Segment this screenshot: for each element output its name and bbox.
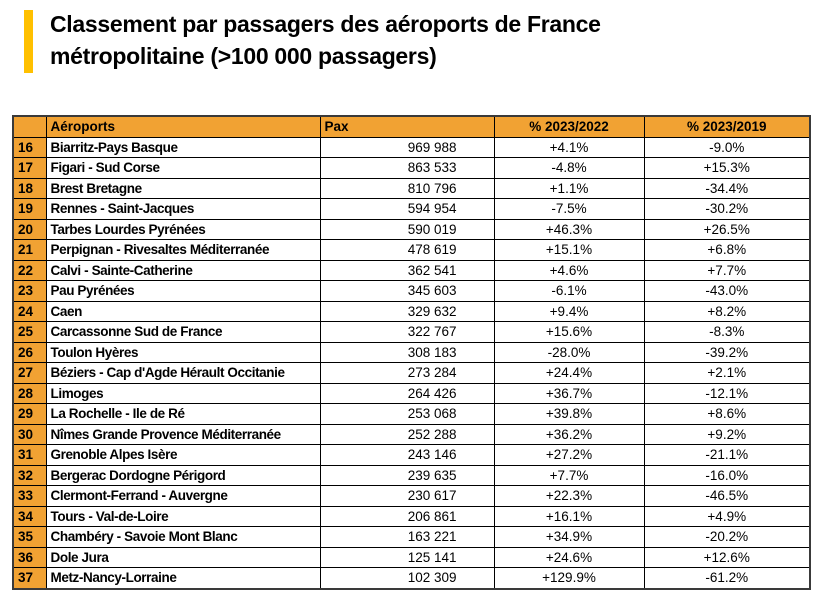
pct-2023-2019-cell: +4.9%: [644, 506, 810, 527]
pax-value-cell: 810 796: [320, 178, 494, 199]
pax-value-cell: 594 954: [320, 199, 494, 220]
rank-cell: 18: [13, 178, 46, 199]
rank-cell: 34: [13, 506, 46, 527]
table-row: [13, 424, 810, 445]
pax-value-cell: 230 617: [320, 486, 494, 507]
rank-cell: 37: [13, 568, 46, 589]
pct-2023-2022-cell: +4.1%: [494, 137, 644, 158]
page-title-line1: Classement par passagers des aéroports de France: [50, 11, 601, 37]
pct-2023-2019-cell: -39.2%: [644, 342, 810, 363]
pct-2023-2019-cell: -20.2%: [644, 527, 810, 548]
airport-name-cell: Caen: [46, 301, 320, 322]
airport-name-cell: Clermont-Ferrand - Auvergne: [46, 486, 320, 507]
rank-cell: 33: [13, 486, 46, 507]
airport-name-cell: Calvi - Sainte-Catherine: [46, 260, 320, 281]
pct-2023-2022-cell: +129.9%: [494, 568, 644, 589]
pax-value-cell: 102 309: [320, 568, 494, 589]
pct-2023-2019-cell: -43.0%: [644, 281, 810, 302]
pax-value-cell: 264 426: [320, 383, 494, 404]
pax-value-cell: 253 068: [320, 404, 494, 425]
pct-2023-2019-cell: +6.8%: [644, 240, 810, 261]
pct-2023-2019-cell: -9.0%: [644, 137, 810, 158]
pct-2023-2022-cell: +27.2%: [494, 445, 644, 466]
pct-2023-2022-cell: +1.1%: [494, 178, 644, 199]
airport-name-cell: Bergerac Dordogne Périgord: [46, 465, 320, 486]
pax-value-cell: 163 221: [320, 527, 494, 548]
rank-cell: 23: [13, 281, 46, 302]
pct-2023-2019-cell: +8.2%: [644, 301, 810, 322]
table-row: [13, 322, 810, 343]
pct-2023-2019-cell: +9.2%: [644, 424, 810, 445]
pct-2023-2022-cell: -7.5%: [494, 199, 644, 220]
airport-name-cell: Limoges: [46, 383, 320, 404]
rank-cell: 30: [13, 424, 46, 445]
pct-2023-2019-cell: -46.5%: [644, 486, 810, 507]
airport-name-cell: Dole Jura: [46, 547, 320, 568]
pct-2023-2022-cell: -6.1%: [494, 281, 644, 302]
pax-value-cell: 273 284: [320, 363, 494, 384]
rank-cell: 19: [13, 199, 46, 220]
airport-name-cell: Brest Bretagne: [46, 178, 320, 199]
table-row: [13, 281, 810, 302]
pct-2023-2022-cell: +7.7%: [494, 465, 644, 486]
pct-2023-2019-column-header: % 2023/2019: [644, 116, 810, 137]
table-row: [13, 506, 810, 527]
rank-cell: 22: [13, 260, 46, 281]
pct-2023-2019-cell: +15.3%: [644, 158, 810, 179]
pct-2023-2019-cell: +2.1%: [644, 363, 810, 384]
pct-2023-2022-cell: +16.1%: [494, 506, 644, 527]
airports-ranking-table: [12, 115, 811, 590]
pct-2023-2022-cell: +24.6%: [494, 547, 644, 568]
table-row: [13, 301, 810, 322]
pax-value-cell: 322 767: [320, 322, 494, 343]
pct-2023-2022-cell: +4.6%: [494, 260, 644, 281]
table-row: [13, 240, 810, 261]
airport-name-cell: Biarritz-Pays Basque: [46, 137, 320, 158]
airport-name-cell: Tours - Val-de-Loire: [46, 506, 320, 527]
pct-2023-2019-cell: +12.6%: [644, 547, 810, 568]
airport-name-cell: Rennes - Saint-Jacques: [46, 199, 320, 220]
table-row: [13, 383, 810, 404]
airport-name-cell: Figari - Sud Corse: [46, 158, 320, 179]
pct-2023-2022-cell: +15.6%: [494, 322, 644, 343]
airport-name-cell: Metz-Nancy-Lorraine: [46, 568, 320, 589]
airport-name-cell: Toulon Hyères: [46, 342, 320, 363]
pax-value-cell: 308 183: [320, 342, 494, 363]
table-header-row: [13, 116, 810, 137]
pct-2023-2022-cell: +36.7%: [494, 383, 644, 404]
pct-2023-2019-cell: -30.2%: [644, 199, 810, 220]
table-row: [13, 219, 810, 240]
pct-2023-2019-cell: -16.0%: [644, 465, 810, 486]
table-row: [13, 137, 810, 158]
rank-cell: 36: [13, 547, 46, 568]
airport-column-header: Aéroports: [46, 116, 320, 137]
pax-value-cell: 252 288: [320, 424, 494, 445]
rank-cell: 29: [13, 404, 46, 425]
pax-value-cell: 590 019: [320, 219, 494, 240]
table-row: [13, 465, 810, 486]
pct-2023-2022-cell: +22.3%: [494, 486, 644, 507]
pax-value-cell: 243 146: [320, 445, 494, 466]
pax-value-cell: 329 632: [320, 301, 494, 322]
pax-value-cell: 239 635: [320, 465, 494, 486]
table-row: [13, 363, 810, 384]
pax-value-cell: 863 533: [320, 158, 494, 179]
rank-cell: 26: [13, 342, 46, 363]
page-title: [50, 0, 601, 72]
rank-cell: 16: [13, 137, 46, 158]
pct-2023-2022-cell: +15.1%: [494, 240, 644, 261]
rank-cell: 20: [13, 219, 46, 240]
airport-name-cell: Tarbes Lourdes Pyrénées: [46, 219, 320, 240]
pax-value-cell: 478 619: [320, 240, 494, 261]
pct-2023-2022-column-header: % 2023/2022: [494, 116, 644, 137]
table-body: [13, 137, 810, 589]
pct-2023-2019-cell: -34.4%: [644, 178, 810, 199]
rank-cell: 25: [13, 322, 46, 343]
table-row: [13, 342, 810, 363]
pax-value-cell: 345 603: [320, 281, 494, 302]
pct-2023-2019-cell: +26.5%: [644, 219, 810, 240]
page-title-line2: métropolitaine (>100 000 passagers): [50, 43, 437, 69]
rank-cell: 32: [13, 465, 46, 486]
pct-2023-2019-cell: +7.7%: [644, 260, 810, 281]
pct-2023-2022-cell: +46.3%: [494, 219, 644, 240]
rank-cell: 31: [13, 445, 46, 466]
pax-value-cell: 969 988: [320, 137, 494, 158]
rank-column-header: [13, 116, 46, 137]
rank-cell: 35: [13, 527, 46, 548]
pct-2023-2022-cell: -28.0%: [494, 342, 644, 363]
pct-2023-2022-cell: +36.2%: [494, 424, 644, 445]
airport-name-cell: Perpignan - Rivesaltes Méditerranée: [46, 240, 320, 261]
table-row: [13, 178, 810, 199]
table-row: [13, 199, 810, 220]
table-row: [13, 486, 810, 507]
pct-2023-2022-cell: -4.8%: [494, 158, 644, 179]
pax-value-cell: 206 861: [320, 506, 494, 527]
table-row: [13, 568, 810, 589]
pct-2023-2019-cell: -21.1%: [644, 445, 810, 466]
rank-cell: 21: [13, 240, 46, 261]
airport-name-cell: Béziers - Cap d'Agde Hérault Occitanie: [46, 363, 320, 384]
table-row: [13, 404, 810, 425]
pct-2023-2022-cell: +39.8%: [494, 404, 644, 425]
table-row: [13, 158, 810, 179]
airport-name-cell: Nîmes Grande Provence Méditerranée: [46, 424, 320, 445]
table-row: [13, 527, 810, 548]
pct-2023-2019-cell: +8.6%: [644, 404, 810, 425]
pct-2023-2019-cell: -12.1%: [644, 383, 810, 404]
pct-2023-2022-cell: +34.9%: [494, 527, 644, 548]
airport-name-cell: Carcassonne Sud de France: [46, 322, 320, 343]
title-accent-bar: [24, 10, 33, 73]
pax-value-cell: 125 141: [320, 547, 494, 568]
airport-name-cell: Chambéry - Savoie Mont Blanc: [46, 527, 320, 548]
airport-name-cell: Pau Pyrénées: [46, 281, 320, 302]
pct-2023-2019-cell: -8.3%: [644, 322, 810, 343]
rank-cell: 27: [13, 363, 46, 384]
airport-name-cell: Grenoble Alpes Isère: [46, 445, 320, 466]
pax-column-header: Pax: [320, 116, 494, 137]
rank-cell: 28: [13, 383, 46, 404]
rank-cell: 24: [13, 301, 46, 322]
pax-value-cell: 362 541: [320, 260, 494, 281]
pct-2023-2022-cell: +9.4%: [494, 301, 644, 322]
table-row: [13, 547, 810, 568]
airport-name-cell: La Rochelle - Ile de Ré: [46, 404, 320, 425]
rank-cell: 17: [13, 158, 46, 179]
table-row: [13, 445, 810, 466]
pct-2023-2022-cell: +24.4%: [494, 363, 644, 384]
table-row: [13, 260, 810, 281]
pct-2023-2019-cell: -61.2%: [644, 568, 810, 589]
